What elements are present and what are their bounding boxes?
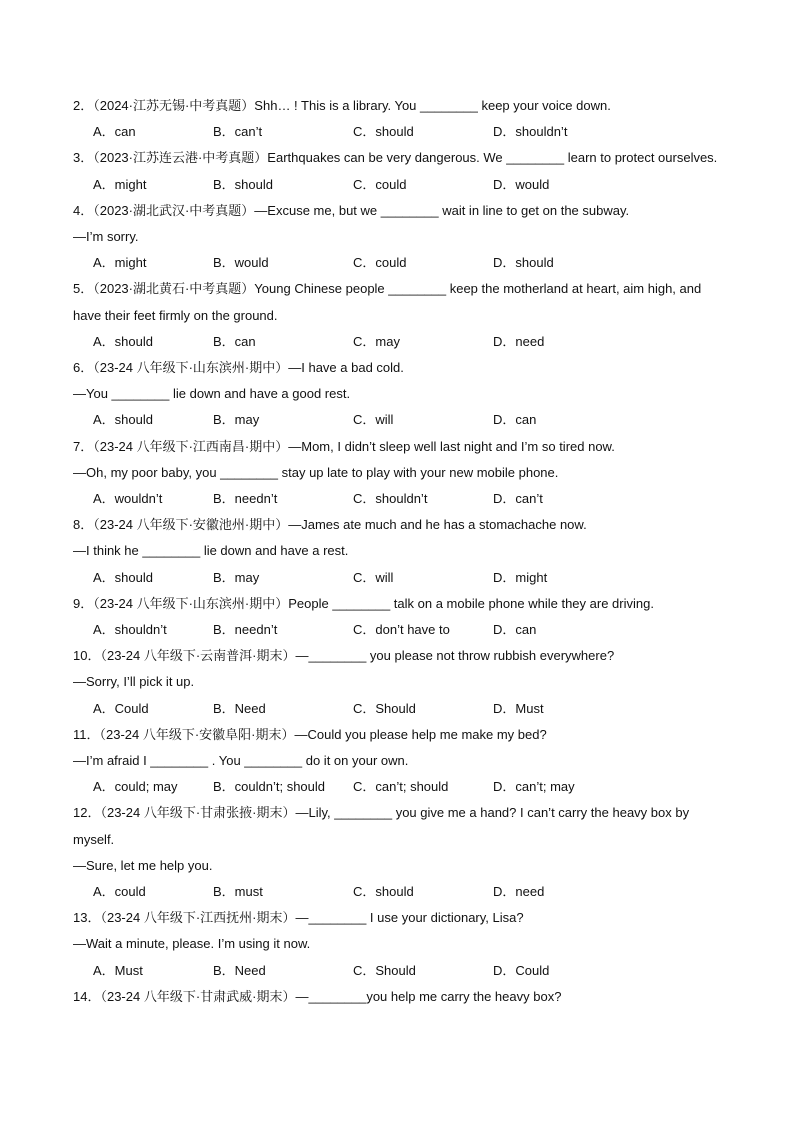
- answer-option-b[interactable]: B．may: [213, 412, 260, 428]
- answer-option-c[interactable]: C．don’t have to: [353, 622, 450, 637]
- answer-options: [93, 489, 733, 509]
- answer-option-d[interactable]: D．might: [493, 569, 548, 585]
- answer-options: [93, 332, 733, 352]
- answer-option-a[interactable]: A．shouldn’t: [93, 622, 167, 637]
- answer-option-a[interactable]: A．Could: [93, 700, 149, 716]
- question-stem: 6．（23-24 八年级下·山东滨州·期中）—I have a bad cold.: [73, 360, 404, 375]
- question-stem: 11．（23-24 八年级下·安徽阜阳·期末）—Could you please help me make my bed?: [73, 726, 547, 742]
- answer-option-c[interactable]: C．Should: [353, 962, 416, 978]
- answer-options: [93, 777, 733, 797]
- answer-options: [93, 175, 733, 195]
- answer-option-b[interactable]: B．should: [213, 176, 273, 192]
- question-line: myself.: [73, 831, 115, 847]
- answer-option-c[interactable]: C．should: [353, 884, 414, 899]
- question-stem: 12．（23-24 八年级下·甘肃张掖·期末）—Lily, ________ you give me a hand? I can’t carry the heavy box by: [73, 805, 690, 821]
- answer-options: [93, 882, 733, 902]
- answer-option-d[interactable]: D．can’t: [493, 491, 543, 506]
- question-line: —Oh, my poor baby, you ________ stay up late to play with your new mobile phone.: [73, 464, 559, 480]
- answer-options: [93, 410, 733, 430]
- question-stem: 8．（23-24 八年级下·安徽池州·期中）—James ate much and he has a stomachache now.: [73, 517, 587, 533]
- answer-option-d[interactable]: D．should: [493, 255, 554, 271]
- answer-options: [93, 568, 733, 588]
- question-stem: 4．（2023·湖北武汉·中考真题）—Excuse me, but we ________ wait in line to get on the subway.: [73, 202, 630, 218]
- answer-option-c[interactable]: C．will: [353, 412, 394, 428]
- question-stem: 9．（23-24 八年级下·山东滨州·期中）People ________ talk on a mobile phone while they are driving.: [73, 595, 654, 611]
- question-line: have their feet firmly on the ground.: [73, 307, 278, 323]
- answer-option-a[interactable]: A．might: [93, 255, 147, 271]
- answer-options: [93, 620, 733, 640]
- question-line: —You ________ lie down and have a good rest.: [73, 386, 351, 402]
- answer-option-b[interactable]: B．Need: [213, 700, 266, 716]
- answer-option-b[interactable]: B．needn’t: [213, 491, 278, 506]
- answer-option-a[interactable]: A．Must: [93, 962, 143, 978]
- answer-option-d[interactable]: D．shouldn’t: [493, 124, 568, 140]
- answer-option-b[interactable]: B．couldn’t; should: [213, 779, 326, 795]
- answer-options: [93, 253, 733, 273]
- question-stem: 5．（2023·湖北黄石·中考真题）Young Chinese people ________ keep the motherland at heart, aim high, and: [73, 281, 702, 297]
- answer-options: [93, 122, 733, 142]
- answer-option-c[interactable]: C．may: [353, 333, 400, 349]
- answer-option-b[interactable]: B．can: [213, 333, 256, 349]
- answer-option-c[interactable]: C．could: [353, 176, 407, 192]
- question-stem: 3．（2023·江苏连云港·中考真题）Earthquakes can be very dangerous. We ________ learn to protect ourselves.: [73, 150, 718, 166]
- answer-option-a[interactable]: A．could; may: [93, 779, 178, 795]
- answer-option-a[interactable]: A．should: [93, 412, 153, 428]
- question-line: —Sorry, I’ll pick it up.: [73, 674, 195, 690]
- answer-option-a[interactable]: A．wouldn’t: [93, 491, 163, 506]
- question-line: —I think he ________ lie down and have a rest.: [73, 543, 349, 559]
- answer-option-d[interactable]: D．Could: [493, 962, 550, 978]
- answer-option-c[interactable]: C．can’t; should: [353, 779, 449, 795]
- answer-option-b[interactable]: B．would: [213, 255, 269, 271]
- answer-option-b[interactable]: B．may: [213, 569, 260, 585]
- answer-option-b[interactable]: B．needn’t: [213, 622, 278, 637]
- answer-options: [93, 699, 733, 719]
- question-line: —I’m afraid I ________ . You ________ do it on your own.: [73, 753, 409, 768]
- answer-option-a[interactable]: A．can: [93, 124, 136, 140]
- question-stem: 14．（23-24 八年级下·甘肃武威·期末）—________you help me carry the heavy box?: [73, 988, 562, 1004]
- answer-options: [93, 961, 733, 981]
- answer-option-a[interactable]: A．might: [93, 176, 147, 192]
- answer-option-c[interactable]: C．will: [353, 569, 394, 585]
- answer-option-c[interactable]: C．could: [353, 255, 407, 271]
- question-line: —Wait a minute, please. I’m using it now.: [73, 936, 311, 952]
- answer-option-b[interactable]: B．must: [213, 884, 263, 899]
- answer-option-c[interactable]: C．shouldn’t: [353, 491, 428, 506]
- answer-option-d[interactable]: D．need: [493, 333, 545, 349]
- answer-option-a[interactable]: A．could: [93, 884, 146, 899]
- answer-option-a[interactable]: A．should: [93, 333, 153, 349]
- answer-option-a[interactable]: A．should: [93, 569, 153, 585]
- question-stem: 13．（23-24 八年级下·江西抚州·期末）—________ I use your dictionary, Lisa?: [73, 910, 524, 926]
- answer-option-c[interactable]: C．should: [353, 124, 414, 140]
- question-line: —I’m sorry.: [73, 229, 139, 244]
- question-stem: 2．（2024·江苏无锡·中考真题）Shh… ! This is a library. You ________ keep your voice down.: [73, 98, 611, 113]
- question-stem: 10．（23-24 八年级下·云南普洱·期末）—________ you please not throw rubbish everywhere?: [73, 648, 615, 664]
- answer-option-d[interactable]: D．can’t; may: [493, 779, 575, 795]
- answer-option-c[interactable]: C．Should: [353, 700, 416, 716]
- answer-option-d[interactable]: D．Must: [493, 700, 544, 716]
- answer-option-d[interactable]: D．need: [493, 884, 545, 899]
- answer-option-d[interactable]: D．would: [493, 176, 550, 192]
- answer-option-b[interactable]: B．Need: [213, 962, 266, 978]
- question-line: —Sure, let me help you.: [73, 857, 213, 873]
- answer-option-b[interactable]: B．can’t: [213, 124, 263, 140]
- question-stem: 7．（23-24 八年级下·江西南昌·期中）—Mom, I didn’t sleep well last night and I’m so tired now.: [73, 438, 615, 454]
- answer-option-d[interactable]: D．can: [493, 412, 537, 428]
- answer-option-d[interactable]: D．can: [493, 622, 537, 637]
